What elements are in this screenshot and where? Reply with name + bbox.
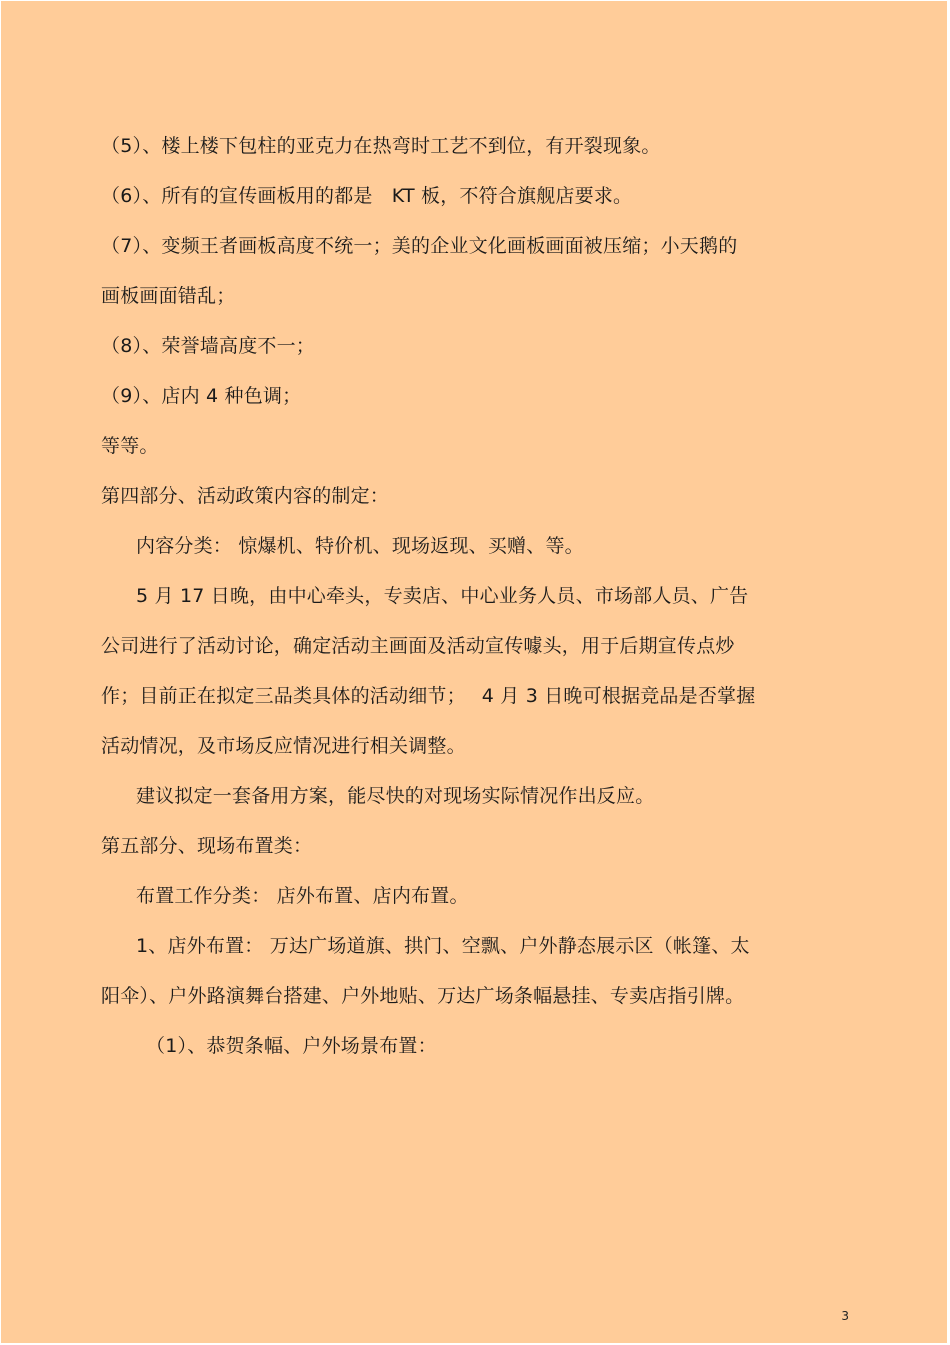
discussion-paragraph-line-2: 公司进行了活动讨论，确定活动主画面及活动宣传噱头，用于后期宣传点炒: [101, 635, 735, 657]
item-7-line-continued: 画板画面错乱；: [101, 285, 236, 307]
discussion-paragraph-line-1: 5 月 17 日晚，由中心牵头，专卖店、中心业务人员、市场部人员、广告: [136, 585, 749, 607]
outdoor-layout-line-2: 阳伞）、户外路演舞台搭建、户外地贴、万达广场条幅悬挂、专卖店指引牌。: [101, 985, 745, 1007]
content-category-line: 内容分类： 惊爆机、特价机、现场返现、买赠、等。: [136, 535, 584, 557]
discussion-paragraph-line-4: 活动情况，及市场反应情况进行相关调整。: [101, 735, 466, 757]
document-page: [1, 1, 947, 1343]
item-5-line: （5）、楼上楼下包柱的亚克力在热弯时工艺不到位，有开裂现象。: [101, 135, 661, 157]
document-body: [101, 121, 841, 1071]
item-6-line: （6）、所有的宣传画板用的都是 KT 板，不符合旗舰店要求。: [101, 185, 633, 207]
suggestion-line: 建议拟定一套备用方案，能尽快的对现场实际情况作出反应。: [136, 785, 655, 807]
page-number: 3: [841, 1309, 849, 1323]
etc-line: 等等。: [101, 435, 159, 457]
outdoor-layout-line-1: 1、店外布置： 万达广场道旗、拱门、空飘、户外静态展示区（帐篷、太: [136, 935, 750, 957]
item-7-line: （7）、变频王者画板高度不统一；美的企业文化画板画面被压缩；小天鹅的: [101, 235, 738, 257]
layout-category-line: 布置工作分类： 店外布置、店内布置。: [136, 885, 469, 907]
item-8-line: （8）、荣誉墙高度不一；: [101, 335, 315, 357]
item-9-line: （9）、店内 4 种色调；: [101, 385, 302, 407]
section-five-heading: 第五部分、现场布置类：: [101, 835, 313, 857]
subitem-1-line: （1）、恭贺条幅、户外场景布置：: [146, 1035, 437, 1057]
section-four-heading: 第四部分、活动政策内容的制定：: [101, 485, 390, 507]
discussion-paragraph-line-3: 作；目前正在拟定三品类具体的活动细节； 4 月 3 日晚可根据竞品是否掌握: [101, 685, 756, 707]
